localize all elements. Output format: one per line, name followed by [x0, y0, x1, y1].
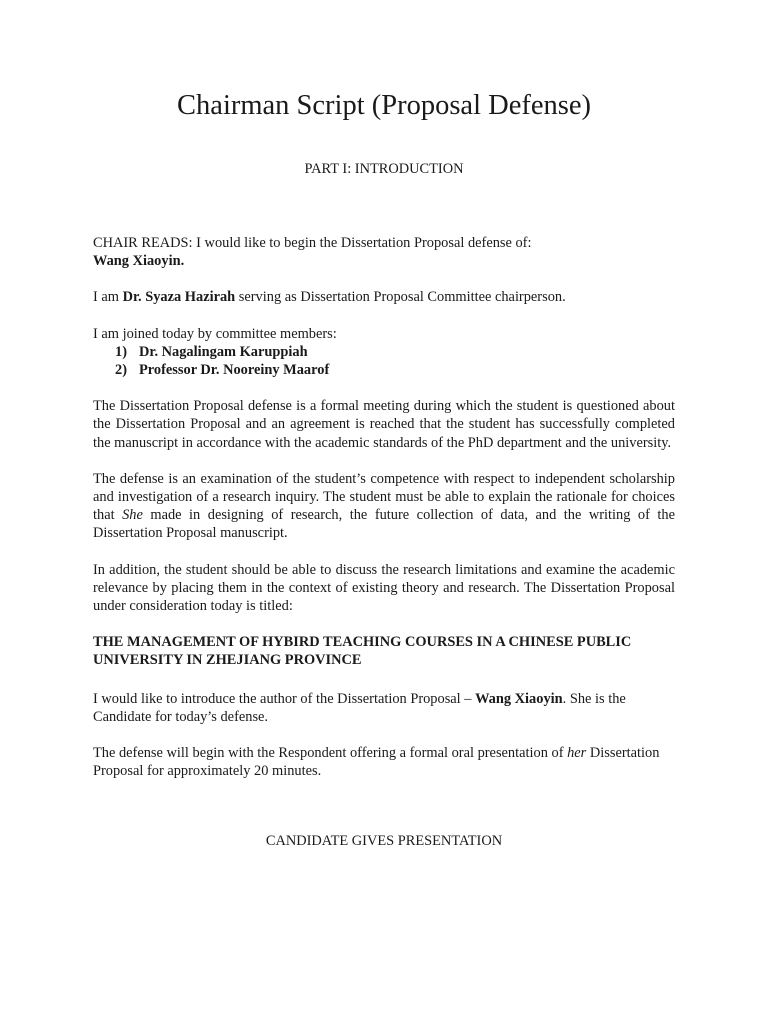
chair-reads-paragraph — [93, 234, 675, 270]
list-number: 2) — [115, 362, 127, 379]
document-body — [93, 234, 675, 798]
presentation-text: The defense will begin with the Respondent offering a formal oral presentation of — [93, 745, 568, 762]
chairperson-paragraph — [93, 288, 675, 306]
examination-text-end: made in designing of research, the future collection of data, and the writing of the Dissertation Proposal manuscript. — [93, 507, 675, 542]
examination-text: The defense is an examination of the student’s competence with respect to independent scholarship and investigation of a research inquiry. The student must be able to explain the rationale for choices that — [93, 470, 675, 524]
committee-member-name: Dr. Nagalingam Karuppiah — [139, 343, 308, 360]
examination-paragraph — [93, 470, 675, 543]
introduce-text: I would like to introduce the author of the Dissertation Proposal – — [93, 690, 476, 707]
introduce-text-end: . She is the Candidate for today’s defense. — [93, 690, 626, 725]
list-item — [93, 343, 675, 361]
presentation-italic: her — [567, 745, 587, 762]
committee-list — [93, 343, 675, 379]
chair-reads-label: CHAIR READS: — [93, 235, 193, 251]
presentation-text-end: Dissertation Proposal for approximately 20 minutes. — [93, 745, 660, 780]
dissertation-title: THE MANAGEMENT OF HYBIRD TEACHING COURSES IN A CHINESE PUBLIC UNIVERSITY IN ZHEJIANG PROVINCE — [93, 634, 632, 669]
chairperson-suffix: serving as Dissertation Proposal Committee chairperson. — [235, 289, 566, 306]
closing-heading: CANDIDATE GIVES PRESENTATION — [265, 833, 503, 849]
part-heading: PART I: INTRODUCTION — [304, 161, 464, 177]
chairperson-name: Dr. Syaza Hazirah — [122, 289, 236, 306]
committee-intro: I am joined today by committee members: — [93, 325, 337, 342]
examination-italic: She — [122, 507, 143, 524]
addition-paragraph: In addition, the student should be able to discuss the research limitations and examine the academic relevance by placing them in the context of existing theory and research. The Dissertation Proposal under consideration today is titled: — [93, 561, 675, 615]
committee-member-name: Professor Dr. Nooreiny Maarof — [139, 362, 330, 379]
chair-reads-text: I would like to begin the Dissertation Proposal defense of: — [192, 235, 532, 251]
author-name: Wang Xiaoyin — [475, 690, 563, 707]
introduce-paragraph — [93, 690, 675, 726]
document-title: Chairman Script (Proposal Defense) — [177, 90, 591, 121]
formal-meeting-paragraph: The Dissertation Proposal defense is a formal meeting during which the student is questioned about the Dissertation Proposal and an agreement is reached that the student has successfully completed the manuscript in accordance with the academic standards of the PhD department and the university. — [93, 398, 675, 451]
list-number: 1) — [115, 343, 127, 360]
student-name: Wang Xiaoyin. — [93, 253, 185, 270]
list-item — [93, 361, 675, 379]
chairperson-prefix: I am — [93, 289, 123, 306]
presentation-paragraph — [93, 744, 675, 780]
